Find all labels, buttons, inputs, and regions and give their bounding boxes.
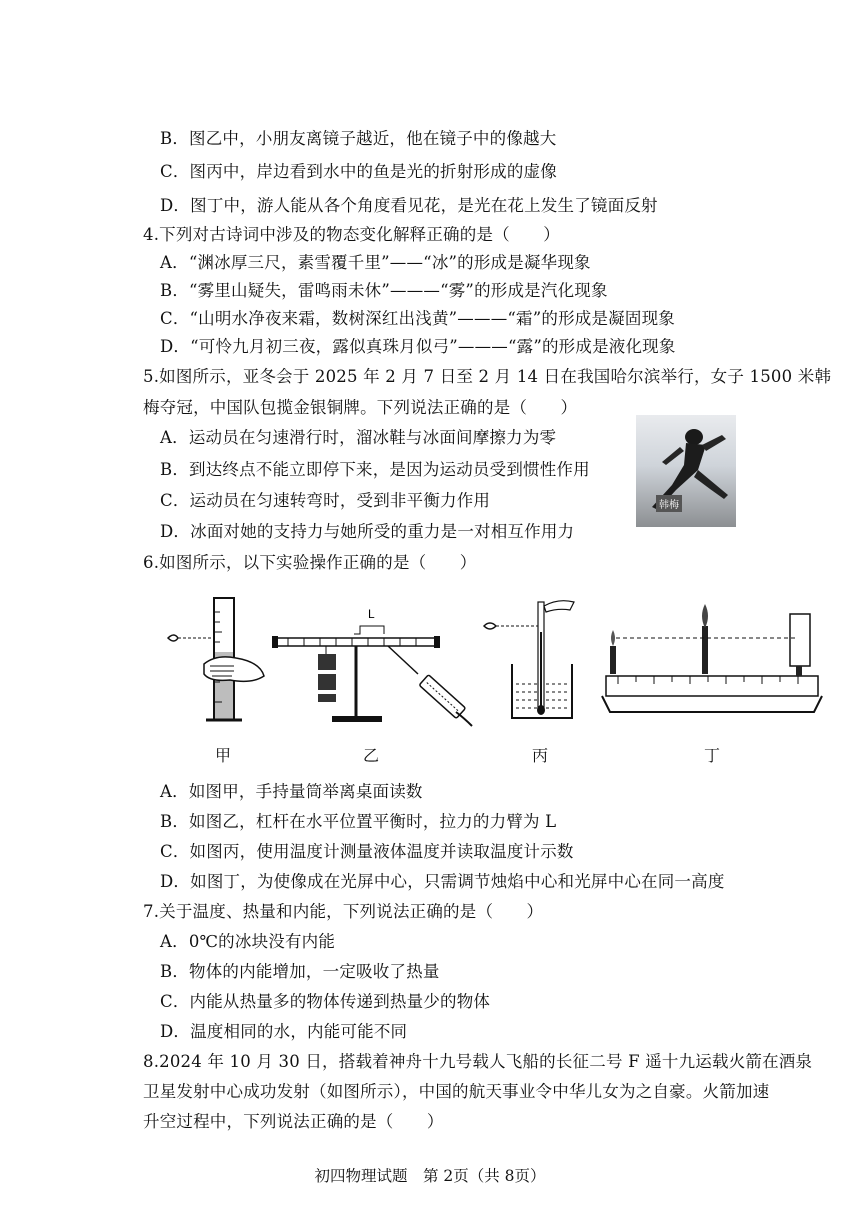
q7-option-c: C．内能从热量多的物体传递到热量少的物体	[160, 992, 491, 1011]
q7-stem: 7.关于温度、热量和内能，下列说法正确的是（ ）	[143, 902, 544, 921]
q8-stem-line2: 卫星发射中心成功发射（如图所示），中国的航天事业令中华儿女为之自豪。火箭加速	[143, 1082, 770, 1101]
skater-photo	[636, 415, 736, 527]
q4-option-c: C．“山明水净夜来霜，数树深红出浅黄”———“霜”的形成是凝固现象	[160, 309, 675, 328]
q3-option-b: B．图乙中，小朋友离镜子越近，他在镜子中的像越大	[160, 129, 557, 148]
figure-lever	[268, 594, 478, 734]
q5-stem-line1: 5.如图所示，亚冬会于 2025 年 2 月 7 日至 2 月 14 日在我国哈尔滨举行，女子 1500 米韩	[143, 367, 832, 386]
q7-option-d: D．温度相同的水，内能可能不同	[160, 1022, 408, 1041]
q6-option-a: A．如图甲，手持量筒举离桌面读数	[160, 782, 423, 801]
q3-option-c: C．图丙中，岸边看到水中的鱼是光的折射形成的虚像	[160, 162, 557, 181]
q6-option-b: B．如图乙，杠杆在水平位置平衡时，拉力的力臂为 L	[160, 812, 557, 831]
skater-silhouette-icon	[636, 415, 736, 527]
q4-option-a: A．“渊冰厚三尺，素雪覆千里”——“冰”的形成是凝华现象	[160, 253, 591, 272]
q3-option-d: D．图丁中，游人能从各个角度看见花，是光在花上发生了镜面反射	[160, 196, 658, 215]
q4-stem: 4.下列对古诗词中涉及的物态变化解释正确的是（ ）	[143, 225, 560, 244]
q6-option-c: C．如图丙，使用温度计测量液体温度并读取温度计示数	[160, 842, 574, 861]
caption-ding: 丁	[704, 746, 721, 765]
figure-optical-bench	[598, 596, 824, 736]
q5-stem-line2: 梅夺冠，中国队包揽金银铜牌。下列说法正确的是（ ）	[143, 398, 578, 417]
figure-cylinder	[160, 592, 270, 732]
q8-stem-line3: 升空过程中，下列说法正确的是（ ）	[143, 1112, 444, 1131]
q7-option-b: B．物体的内能增加，一定吸收了热量	[160, 962, 440, 981]
figure-thermometer	[478, 592, 588, 732]
q5-option-d: D．冰面对她的支持力与她所受的重力是一对相互作用力	[160, 522, 575, 541]
q7-option-a: A．0℃的冰块没有内能	[160, 932, 336, 951]
q5-option-c: C．运动员在匀速转弯时，受到非平衡力作用	[160, 491, 491, 510]
lever-arm-label: L	[368, 607, 375, 621]
q4-option-b: B．“雾里山疑失，雷鸣雨未休”———“雾”的形成是汽化现象	[160, 281, 608, 300]
q5-option-a: A．运动员在匀速滑行时，溜冰鞋与冰面间摩擦力为零	[160, 428, 557, 447]
q4-option-d: D．“可怜九月初三夜，露似真珠月似弓”———“露”的形成是液化现象	[160, 337, 676, 356]
q6-stem: 6.如图所示，以下实验操作正确的是（ ）	[143, 553, 477, 572]
skater-name-label: 韩梅	[656, 495, 682, 512]
caption-yi: 乙	[363, 746, 380, 765]
page-footer: 初四物理试题 第 2页（共 8页）	[314, 1167, 546, 1185]
q6-option-d: D．如图丁，为使像成在光屏中心，只需调节烛焰中心和光屏中心在同一高度	[160, 872, 725, 891]
q8-stem-line1: 8.2024 年 10 月 30 日，搭载着神舟十九号载人飞船的长征二号 F 遥十九运载火箭在酒泉	[143, 1052, 813, 1071]
q5-option-b: B．到达终点不能立即停下来，是因为运动员受到惯性作用	[160, 460, 590, 479]
caption-jia: 甲	[215, 746, 232, 765]
caption-bing: 丙	[532, 746, 549, 765]
